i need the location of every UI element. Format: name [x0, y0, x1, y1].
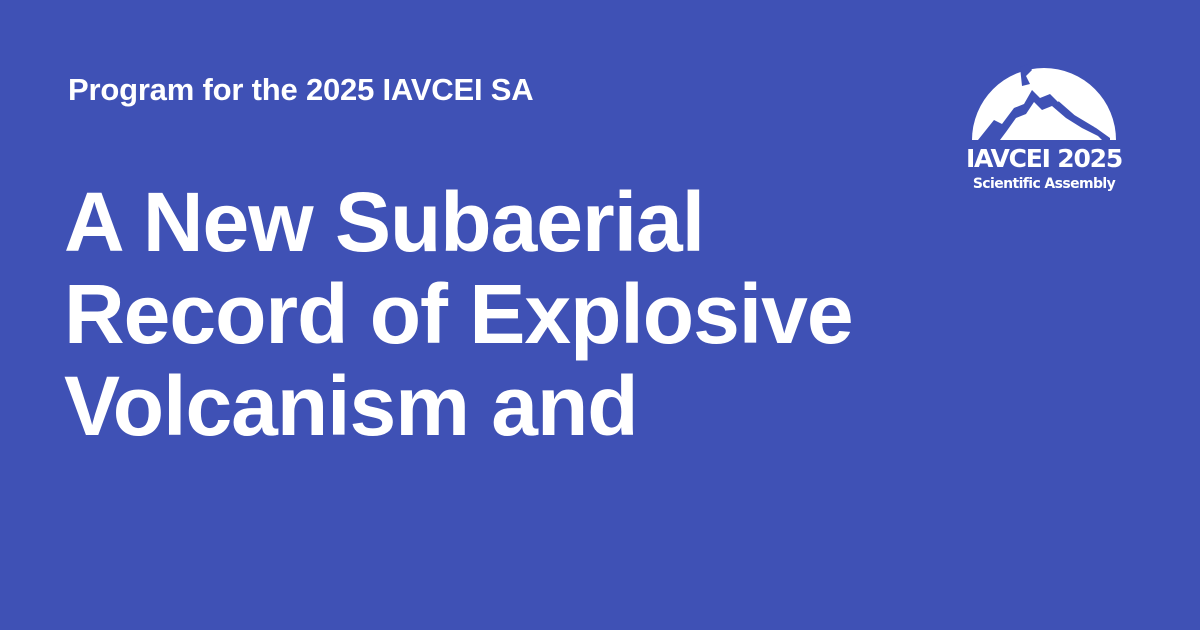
page-title: [64, 176, 924, 452]
logo-subtitle: Scientific Assembly: [972, 176, 1116, 192]
iavcei-logo: [962, 58, 1126, 204]
title-line-3: Volcanism and: [64, 359, 638, 453]
logo-name: IAVCEI 2025: [965, 144, 1123, 173]
title-line-2: Record of Explosive: [64, 267, 853, 361]
program-label: Program for the 2025 IAVCEI SA: [68, 72, 534, 107]
volcano-mountain-icon: [970, 58, 1118, 142]
title-line-1: A New Subaerial: [64, 175, 705, 269]
